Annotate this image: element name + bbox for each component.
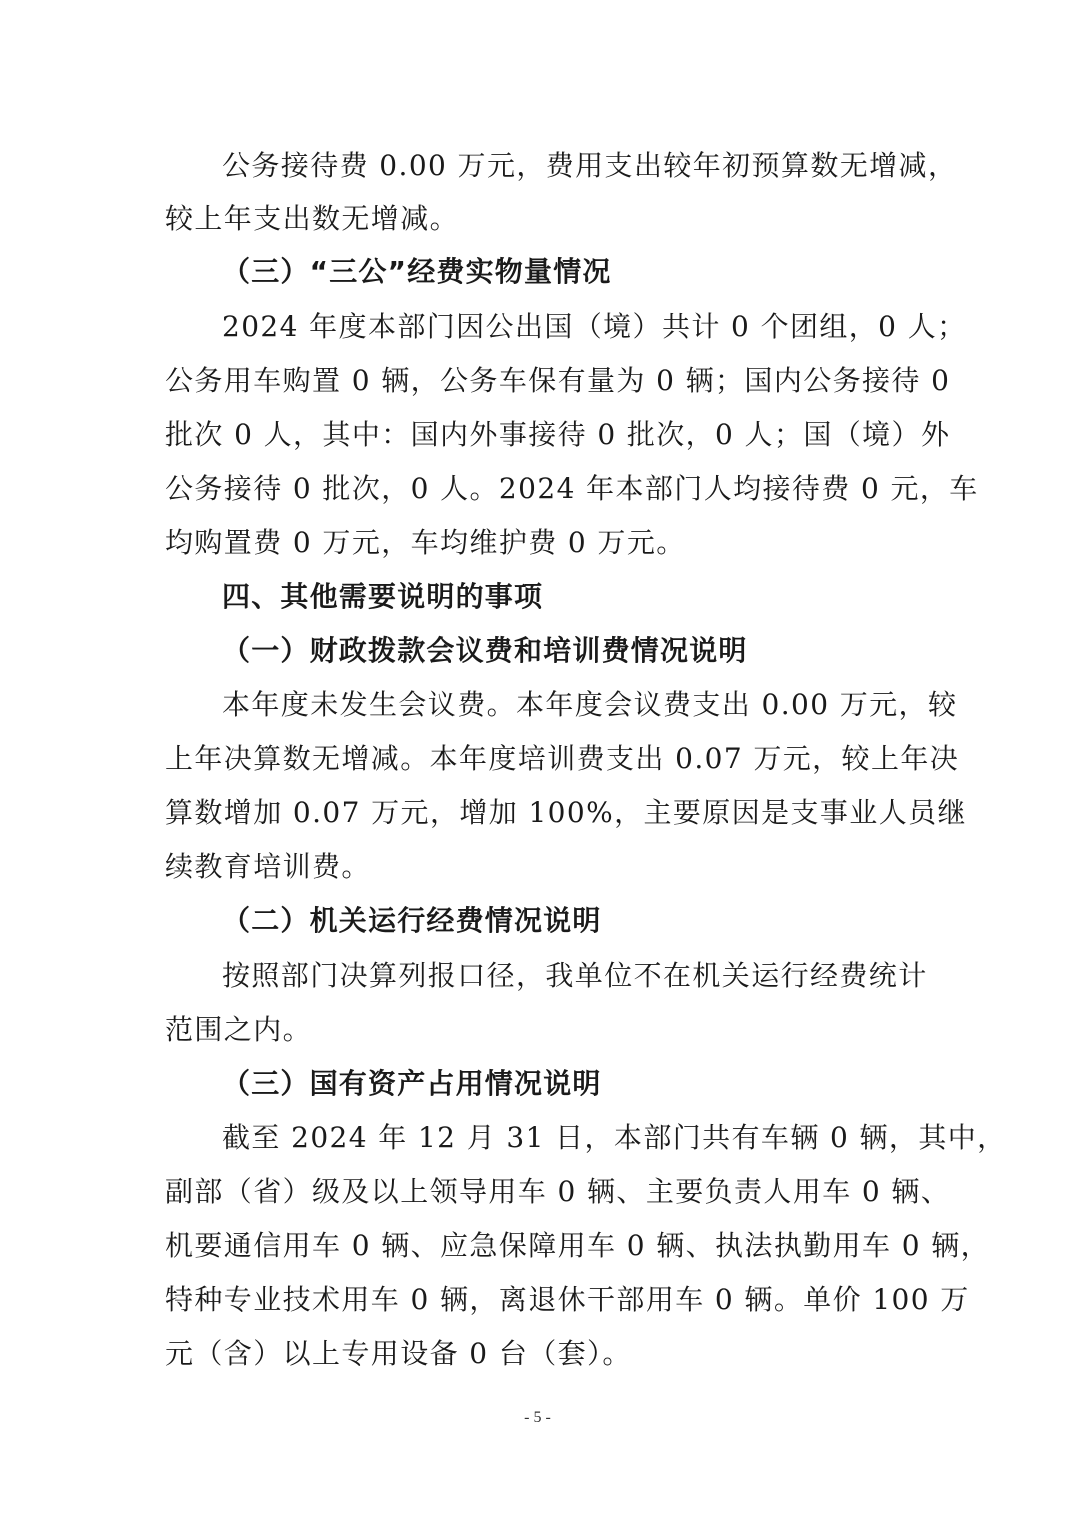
paragraph-line: 本年度未发生会议费。本年度会议费支出 0.00 万元，较 [222, 688, 958, 721]
paragraph-line: 续教育培训费。 [165, 850, 371, 883]
paragraph-line: 截至 2024 年 12 月 31 日，本部门共有车辆 0 辆，其中， [222, 1121, 1007, 1154]
paragraph-line: 上年决算数无增减。本年度培训费支出 0.07 万元，较上年决 [165, 742, 960, 775]
paragraph-line: 均购置费 0 万元，车均维护费 0 万元。 [165, 526, 686, 559]
paragraph-line: 副部（省）级及以上领导用车 0 辆、主要负责人用车 0 辆、 [165, 1175, 951, 1208]
paragraph-line: 2024 年度本部门因公出国（境）共计 0 个团组，0 人； [222, 310, 967, 343]
paragraph-line: 公务用车购置 0 辆，公务车保有量为 0 辆；国内公务接待 0 [165, 364, 951, 397]
paragraph-line: 公务接待费 0.00 万元，费用支出较年初预算数无增减， [222, 149, 958, 182]
paragraph-line: 元（含）以上专用设备 0 台（套）。 [165, 1337, 632, 1370]
paragraph-line: 按照部门决算列报口径，我单位不在机关运行经费统计 [222, 959, 928, 992]
paragraph-line: 范围之内。 [165, 1013, 313, 1046]
page-number: - 5 - [524, 1409, 551, 1426]
paragraph-line: 批次 0 人，其中：国内外事接待 0 批次，0 人；国（境）外 [165, 418, 951, 451]
section-heading-3-3: （三）“三公”经费实物量情况 [222, 255, 612, 288]
paragraph-line: 算数增加 0.07 万元，增加 100%，主要原因是支事业人员继 [165, 796, 967, 829]
section-heading-4-3: （三）国有资产占用情况说明 [222, 1067, 602, 1100]
paragraph-line: 特种专业技术用车 0 辆，离退休干部用车 0 辆。单价 100 万 [165, 1283, 970, 1316]
section-heading-4-1: （一）财政拨款会议费和培训费情况说明 [222, 634, 748, 667]
section-heading-4: 四、其他需要说明的事项 [222, 580, 544, 613]
paragraph-line: 公务接待 0 批次，0 人。2024 年本部门人均接待费 0 元，车 [165, 472, 979, 505]
paragraph-line: 较上年支出数无增减。 [165, 202, 460, 235]
paragraph-line: 机要通信用车 0 辆、应急保障用车 0 辆、执法执勤用车 0 辆， [165, 1229, 991, 1262]
section-heading-4-2: （二）机关运行经费情况说明 [222, 904, 602, 937]
